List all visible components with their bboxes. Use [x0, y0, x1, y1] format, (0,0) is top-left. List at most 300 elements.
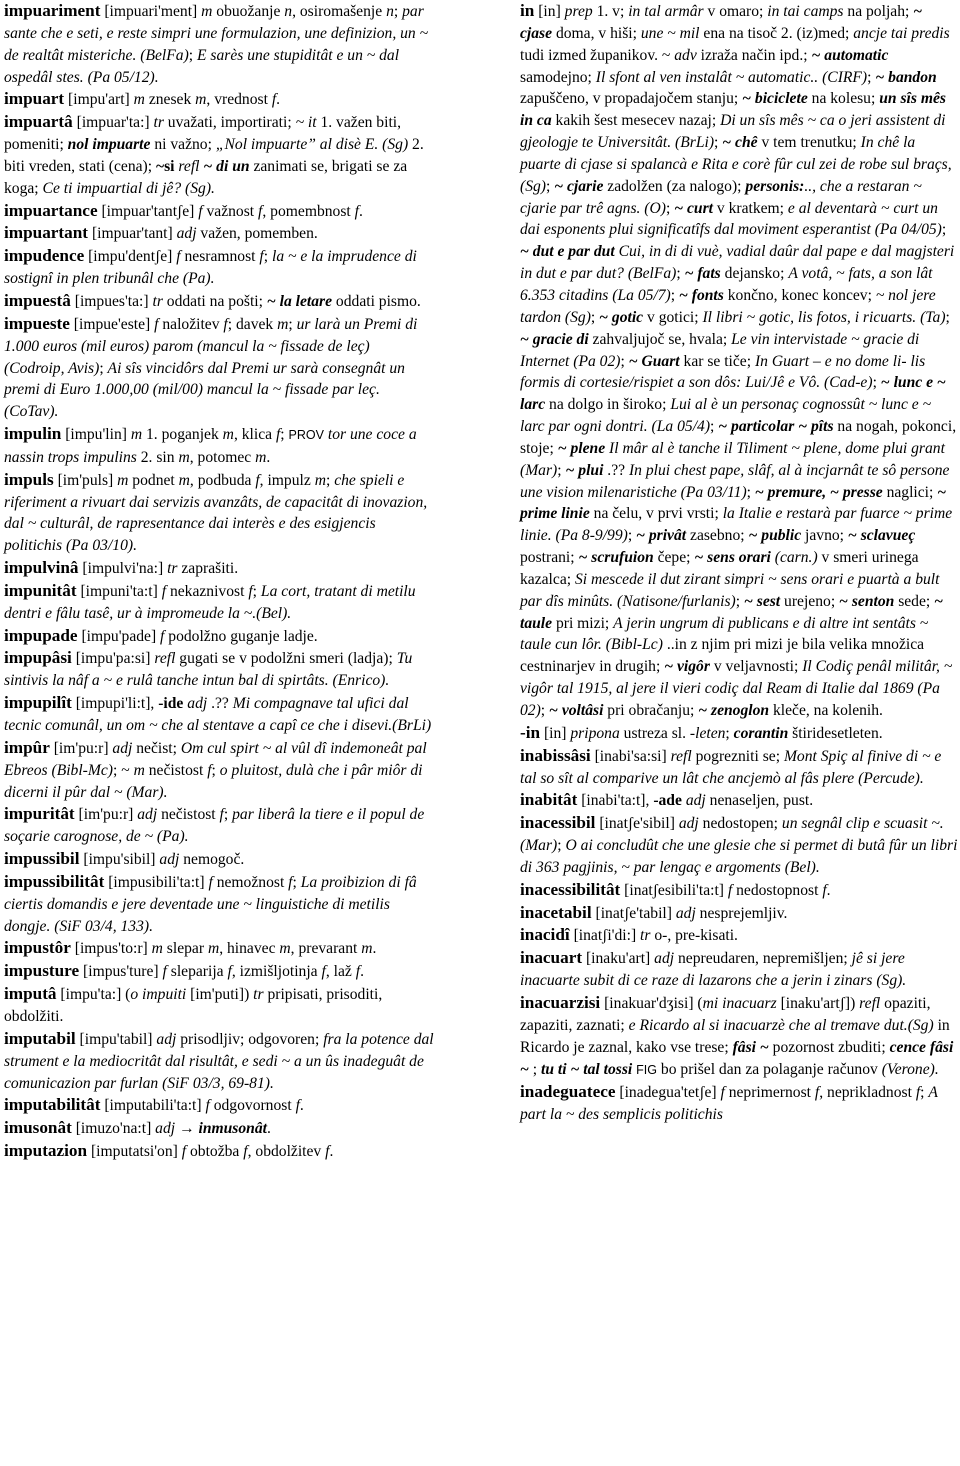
- entry-text: ni važno;: [150, 136, 216, 154]
- entry-text: tu ti ~ tal tossi: [541, 1060, 633, 1078]
- entry-text: ~ gracie di: [520, 330, 589, 348]
- entry-text: .: [299, 1097, 304, 1115]
- entry-text: ~ nol jere tardon (Sg): [520, 286, 936, 326]
- entry-text: ;: [540, 702, 550, 719]
- entry-text: pripona: [570, 724, 620, 742]
- entry-text: uvažati, importirati;: [163, 114, 296, 132]
- entry-text: sleparija: [166, 963, 228, 981]
- entry-headword: inacidî: [520, 925, 570, 945]
- entry-text: ;: [714, 134, 723, 152]
- dictionary-entry: [4, 245, 434, 290]
- entry-headword: -in: [520, 722, 541, 742]
- entry-text: ~ particolar: [718, 418, 795, 436]
- entry-text: f: [295, 1097, 300, 1115]
- entry-text: doma, v hiši;: [552, 24, 641, 42]
- entry-headword: impuartance: [4, 200, 98, 220]
- entry-text: ustreza sl. -: [619, 724, 696, 742]
- entry-text: m: [361, 940, 373, 958]
- entry-text: f: [720, 1084, 725, 1102]
- entry-text: f: [915, 1084, 921, 1102]
- dictionary-entry: [4, 557, 434, 580]
- entry-text: .: [826, 881, 831, 899]
- entry-headword: impuestâ: [4, 290, 71, 310]
- entry-text: f: [325, 1143, 330, 1161]
- entry-headword: impussibil: [4, 849, 80, 869]
- entry-text: [inatʃe'sibil]: [595, 815, 679, 833]
- entry-text: [impuar'tant]: [88, 225, 177, 243]
- entry-text: , osiromašenje: [292, 3, 387, 20]
- entry-text: zadolžen (za nalogo);: [603, 177, 746, 195]
- entry-text: [imputabili'ta:t]: [100, 1097, 206, 1115]
- dictionary-entry: [4, 1028, 434, 1095]
- entry-text: opaziti, zapaziti, zaznati;: [520, 994, 931, 1034]
- entry-text: fra la potence dal strument e la mediocritât dal risultât, e sedi ~ a un ûs inadeguât de comunicazion par furlan (SiF 03/3, 69-81).: [4, 1030, 434, 1092]
- entry-text: ;: [676, 265, 685, 283]
- entry-text: corantin: [733, 724, 789, 742]
- entry-text: f: [162, 963, 167, 981]
- entry-text: FIG: [636, 1062, 657, 1077]
- entry-text: ~ fonts: [678, 286, 724, 304]
- entry-text: ;: [280, 426, 289, 444]
- dictionary-entry: [520, 879, 958, 902]
- entry-text: zasebno;: [686, 527, 749, 545]
- entry-text: ~ plene: [557, 439, 606, 457]
- entry-headword: inacetabil: [520, 902, 592, 922]
- dictionary-entry: [4, 222, 434, 245]
- entry-text: Lui al è un personaç cognossût ~ lunc e ~ larc par ogni dontri. (La 05/4): [520, 396, 932, 436]
- entry-text: A jerin ungrum di publicans e di altre int sentâts ~ taule cun lôr. (Bibl-Lc): [520, 614, 929, 654]
- dictionary-entry: [4, 647, 434, 692]
- entry-text: m: [130, 426, 143, 444]
- entry-text: A votâ, ~ fats, a son lât 6.353 citadins (La 05/7): [520, 265, 933, 304]
- entry-text: ~ scrufuion: [578, 549, 654, 567]
- entry-text: ~ Guart: [628, 352, 680, 370]
- entry-text: ;: [941, 221, 947, 239]
- dictionary-entry: [4, 313, 434, 423]
- entry-text: [impupi'li:t],: [71, 695, 159, 713]
- entry-headword: impueste: [4, 313, 70, 333]
- entry-text: adj: [678, 815, 699, 833]
- entry-headword: inabissâsi: [520, 745, 591, 765]
- entry-text: bo prišel dan za polaganje računov: [657, 1060, 882, 1078]
- entry-text: Il Codiç penâl militâr, ~ vigôr tal 1915, al jere il vieri codiç dal Ream di Italie dal 1869 (Pa 02): [520, 658, 953, 719]
- entry-text: , izmišljotinja: [231, 963, 322, 981]
- entry-text: m: [195, 91, 207, 109]
- entry-text: f: [255, 471, 260, 489]
- entry-text: fâsi ~: [732, 1038, 769, 1056]
- entry-text: cence fâsi ~: [520, 1038, 954, 1078]
- entry-headword: inacuart: [520, 948, 583, 968]
- entry-text: ~ chê: [722, 134, 758, 152]
- entry-text: ; ~: [112, 761, 134, 779]
- entry-text: štiridesetleten.: [788, 724, 883, 742]
- entry-text: [imputatsi'on]: [87, 1143, 182, 1161]
- entry-headword: impustôr: [4, 938, 71, 958]
- entry-text: pozornost zbuditi;: [768, 1038, 890, 1056]
- dictionary-entry: [4, 1117, 434, 1140]
- entry-text: ;: [292, 873, 301, 891]
- dictionary-entry: [520, 745, 958, 790]
- entry-text: f: [176, 248, 181, 266]
- entry-text: na nogah, pokonci, stoje;: [520, 418, 957, 457]
- entry-text: v omaro;: [703, 3, 768, 20]
- entry-text: -ide: [158, 695, 184, 713]
- entry-text: [im'pu:r]: [49, 739, 113, 757]
- dictionary-entry: [4, 0, 434, 88]
- entry-text: Cui, in di di vuè, vadial daûr dal pape e dal magjsteri in dut e par dut? (BelFa): [520, 243, 955, 283]
- entry-text: f: [321, 963, 326, 981]
- entry-text: .: [266, 1120, 271, 1138]
- entry-text: inmusonât: [198, 1120, 267, 1138]
- entry-text: [impu'dentʃe]: [84, 248, 177, 266]
- entry-text: [inaku'artʃ]): [776, 994, 860, 1012]
- entry-text: In chê la puarte di cjase si spalancà e Rita e corè fûr cul zei de robe sul braçs, (Sg): [520, 134, 952, 195]
- entry-text: ~ gotic: [599, 308, 644, 326]
- dictionary-entry: [4, 580, 434, 625]
- entry-text: ~ zenoglon: [698, 702, 770, 719]
- entry-text: ;: [746, 483, 755, 501]
- entry-text: in tai camps: [767, 3, 844, 20]
- entry-text: ;: [590, 308, 600, 326]
- entry-headword: impupâsi: [4, 648, 72, 668]
- entry-text: v smeri urinega kazalca;: [520, 549, 919, 588]
- entry-text: dejansko;: [720, 265, 789, 283]
- entry-text: , podbuda: [189, 471, 256, 489]
- entry-text: ;: [627, 527, 637, 545]
- entry-headword: impulvinâ: [4, 558, 79, 578]
- entry-text: m: [178, 471, 190, 489]
- entry-text: personis:: [745, 177, 805, 195]
- entry-text: f: [822, 881, 827, 899]
- entry-text: Mont Spiç al finive di ~ e tal so sît al comparive un lât che ancjemò al fâs plere (Percude).: [520, 747, 942, 787]
- entry-text: ~ lunc e ~ larc: [520, 374, 946, 414]
- entry-text: Il mâr al è tanche il Tiliment ~ plene, dome plui grant (Mar): [520, 439, 945, 479]
- entry-text: [inabi'sa:si]: [590, 747, 671, 765]
- entry-text: -ade: [653, 792, 682, 810]
- entry-text: tr: [153, 114, 164, 132]
- entry-text: refl: [178, 157, 200, 175]
- entry-text: .: [358, 202, 363, 220]
- entry-text: , neprikladnost: [819, 1084, 916, 1102]
- entry-text: ~ pîts: [798, 418, 834, 436]
- entry-text: m: [133, 761, 145, 779]
- entry-text: m: [133, 91, 145, 109]
- dictionary-entry: [520, 902, 958, 925]
- entry-text: ~ automatic: [811, 46, 889, 64]
- entry-text: ;: [867, 68, 876, 86]
- entry-text: ;: [325, 471, 335, 489]
- entry-text: ~ voltâsi: [549, 702, 604, 719]
- entry-text: m: [151, 940, 163, 958]
- entry-text: zapuščeno, v propadajočem stanju;: [520, 90, 743, 108]
- entry-text: (carn.): [774, 549, 818, 567]
- entry-text: ;: [223, 806, 233, 824]
- entry-text: tr: [152, 292, 163, 310]
- entry-text: ~ it: [295, 114, 317, 132]
- entry-text: urejeno;: [780, 592, 840, 610]
- entry-headword: impuartant: [4, 223, 89, 243]
- entry-text: samodejno;: [520, 68, 596, 86]
- dictionary-entry: [520, 947, 958, 992]
- entry-text: Om cul spirt ~ al vûl dî indemoneât pal Ebreos (Bibl-Mc): [4, 739, 427, 779]
- entry-text: na kolesu;: [807, 90, 880, 108]
- entry-text: prep: [564, 3, 593, 20]
- entry-text: „Nol impuarte” al disè E. (Sg): [215, 136, 409, 154]
- entry-text: nenaseljen, pust.: [705, 792, 814, 810]
- entry-text: tr: [167, 560, 178, 578]
- entry-text: nol impuarte: [67, 136, 151, 154]
- entry-text: v veljavnosti;: [709, 658, 803, 676]
- entry-text: postrani;: [520, 549, 579, 567]
- entry-text: obtožba: [186, 1143, 244, 1161]
- entry-text: une ~ mil: [640, 24, 700, 42]
- dictionary-entry: [520, 789, 958, 812]
- entry-text: refl: [670, 747, 692, 765]
- entry-text: f: [727, 881, 733, 899]
- entry-headword: inadeguatece: [520, 1082, 616, 1102]
- entry-text: zanimati se, brigati se za koga;: [4, 157, 408, 197]
- entry-text: , potomec: [189, 448, 256, 466]
- entry-text: ~ sens orari: [694, 549, 771, 567]
- entry-text: podolžno guganje ladje.: [164, 627, 318, 645]
- entry-text: [impulvi'na:]: [78, 560, 168, 578]
- entry-text: →: [175, 1120, 199, 1138]
- entry-text: f: [207, 761, 212, 779]
- entry-text: nedostopnost: [732, 881, 823, 899]
- dictionary-entry: [4, 937, 434, 960]
- entry-text: ~ privât: [636, 527, 687, 545]
- entry-headword: impûr: [4, 737, 50, 757]
- dictionary-entry: [520, 0, 958, 722]
- entry-text: [inatʃi'di:]: [569, 927, 641, 945]
- entry-text: , laž: [325, 963, 356, 981]
- entry-text: znesek: [144, 91, 196, 109]
- entry-text: oddati na pošti;: [162, 292, 267, 310]
- entry-headword: impuartâ: [4, 112, 73, 132]
- entry-text: adv: [674, 46, 697, 64]
- entry-text: nemogoč.: [179, 851, 245, 869]
- entry-text: .: [360, 963, 364, 981]
- entry-text: ~ plui: [565, 461, 604, 479]
- entry-text: ;: [872, 374, 881, 392]
- entry-text: [impusibili'ta:t]: [104, 873, 209, 891]
- entry-text: ~ cjase: [520, 3, 923, 42]
- entry-text: adj: [187, 695, 208, 713]
- entry-text: ;: [725, 724, 734, 742]
- entry-text: [im'puti]): [186, 986, 254, 1004]
- dictionary-entry: [4, 737, 434, 804]
- entry-text: E sarès une stupiditât e un ~ dal ospedâl stes. (Pa 05/12).: [4, 46, 400, 86]
- entry-text: [impuar'ta:]: [72, 114, 154, 132]
- entry-headword: impupade: [4, 625, 78, 645]
- entry-headword: imputabilitât: [4, 1095, 101, 1115]
- entry-text: ~ prime linie: [520, 483, 947, 523]
- entry-text: o pluitost, dulà che i pâr miôr di dicerni il pûr dal ~ (Mar).: [4, 761, 423, 801]
- entry-headword: impuart: [4, 89, 65, 109]
- entry-text: ;: [557, 461, 566, 479]
- entry-text: pogrezniti se;: [691, 747, 784, 765]
- entry-text: f: [219, 806, 224, 824]
- entry-text: javno;: [801, 527, 848, 545]
- dictionary-entry: [4, 1140, 434, 1163]
- entry-text: ;: [288, 315, 297, 333]
- entry-headword: in: [520, 1, 535, 20]
- entry-text: e al deventarà ~ curt un dai esponents plui significatîfs dal moviment esperantist (Pa 04/05): [520, 199, 942, 239]
- entry-headword: impunitât: [4, 580, 77, 600]
- entry-text: f: [814, 1084, 820, 1102]
- entry-text: sede;: [894, 592, 935, 610]
- entry-text: adj: [159, 851, 180, 869]
- entry-text: [impus'ture]: [79, 963, 163, 981]
- entry-text: naglici;: [882, 483, 938, 501]
- entry-text: ~ sclavueç: [847, 527, 916, 545]
- entry-text: nesramnost: [180, 248, 260, 266]
- entry-text: [inatʃesibili'ta:t]: [620, 881, 728, 899]
- entry-text: f: [355, 963, 361, 981]
- entry-headword: impussibilitât: [4, 871, 105, 891]
- entry-headword: inabitât: [520, 790, 578, 810]
- entry-text: f: [181, 1143, 187, 1161]
- entry-text: nečist;: [132, 739, 181, 757]
- entry-text: adj: [654, 950, 675, 968]
- dictionary-entry: [4, 625, 434, 648]
- entry-text: jê si jere inacuarte subit di ce raze di lazarons che a jerin i zinars (Sg).: [520, 950, 907, 990]
- entry-text: Mi compagnave tal ufici dal tecnic comunâl, un om ~ che al stentave a capî ce che i disevi.(BrLi): [4, 695, 432, 734]
- entry-text: La proibizion di fâ ciertis domandis e jere deventade une ~ linguistiche di metilis dongje. (SiF 03/4, 133).: [4, 873, 417, 935]
- entry-text: nesprejemljiv.: [695, 904, 788, 922]
- entry-text: ;: [545, 177, 555, 195]
- entry-text: f: [354, 202, 359, 220]
- entry-text: ;: [211, 761, 220, 779]
- entry-text: f: [243, 1143, 248, 1161]
- entry-text: ;: [945, 308, 950, 326]
- entry-text: m: [279, 940, 291, 958]
- entry-text: adj: [675, 904, 696, 922]
- entry-text: ;: [393, 3, 403, 20]
- entry-text: obuožanje: [212, 3, 285, 20]
- entry-text: nepreudaren, nepremišljen;: [674, 950, 852, 968]
- dictionary-entry: [4, 871, 434, 938]
- dictionary-entry: [4, 469, 434, 557]
- entry-text: adj: [112, 739, 133, 757]
- entry-text: [im'puls]: [53, 471, 118, 489]
- entry-text: ~si: [155, 157, 175, 175]
- entry-text: par sante che e seti, e reste simpri une formulazion, une definizion, un ~ de realtât misteriche. (BelFa): [4, 3, 429, 64]
- entry-text: [impu'lin]: [61, 426, 131, 444]
- entry-text: leten: [695, 724, 726, 742]
- entry-text: kar se tiče;: [679, 352, 755, 370]
- entry-text: ancje tai predis: [853, 24, 950, 42]
- entry-text: ~ bandon: [875, 68, 937, 86]
- entry-text: slepar: [162, 940, 208, 958]
- entry-text: 2. biti vreden, stati (cena);: [4, 136, 424, 175]
- entry-text: nedostopen;: [698, 815, 782, 833]
- entry-text: na dolgo in široko;: [545, 396, 671, 414]
- dictionary-entry: [520, 1081, 958, 1126]
- entry-text: čepe;: [653, 549, 695, 567]
- entry-text: važen, pomemben.: [196, 225, 318, 243]
- entry-text: ~ la letare: [266, 292, 333, 310]
- entry-text: f: [223, 315, 228, 333]
- entry-text: f: [248, 582, 253, 600]
- entry-text: , klica: [233, 426, 276, 444]
- entry-headword: impulin: [4, 424, 62, 444]
- dictionary-entry: [4, 111, 434, 199]
- entry-headword: inacuarzisi: [520, 992, 601, 1012]
- entry-text: ~ biciclete: [742, 90, 808, 108]
- entry-text: [in]: [540, 724, 571, 742]
- entry-text: [inaku'art]: [582, 950, 655, 968]
- entry-text: f: [160, 627, 165, 645]
- entry-text: Di un sîs mês ~ ca o jeri assistent di gjeologje te Universitât. (BrLi): [520, 112, 946, 152]
- entry-text: Ce ti impuartial di jê? (Sg).: [42, 179, 215, 197]
- entry-text: n: [284, 3, 293, 20]
- entry-text: ;: [188, 46, 197, 64]
- entry-text: f: [161, 582, 167, 600]
- entry-text: la ~ e la imprudence di sostignî in plen tribunâl che (Pa).: [4, 248, 417, 288]
- entry-text: [impu'pade]: [77, 627, 161, 645]
- entry-text: f: [259, 248, 264, 266]
- entry-headword: imputabil: [4, 1028, 76, 1048]
- entry-text: ~ public: [748, 527, 802, 545]
- entry-text: n: [386, 3, 394, 20]
- entry-text: ;: [665, 199, 675, 217]
- entry-text: o-, pre-kisati.: [650, 927, 738, 945]
- entry-text: f: [288, 873, 293, 891]
- entry-text: [impue'este]: [69, 315, 155, 333]
- entry-text: [impu'pa:si]: [71, 650, 155, 668]
- entry-headword: imusonât: [4, 1118, 72, 1138]
- entry-text: 1. poganjek: [142, 426, 223, 444]
- entry-text: ;: [99, 359, 108, 377]
- entry-text: ;: [557, 837, 566, 855]
- entry-text: Le vin intervistade ~ gracie di Internet (Pa 02): [520, 330, 920, 370]
- dictionary-entry: [4, 200, 434, 223]
- entry-text: tr: [253, 986, 264, 1004]
- entry-text: .: [276, 91, 281, 109]
- entry-text: f: [275, 426, 281, 444]
- entry-text: [impuar'tantʃe]: [97, 202, 199, 220]
- entry-text: .??: [207, 695, 233, 713]
- dictionary-entry: [4, 848, 434, 871]
- entry-text: zaprašiti.: [177, 560, 239, 578]
- entry-text: odgovornost: [209, 1097, 296, 1115]
- entry-text: ;: [528, 1060, 542, 1078]
- entry-text: ;: [710, 418, 719, 436]
- entry-text: f: [271, 91, 277, 109]
- dictionary-entry: [520, 812, 958, 879]
- entry-text: ur larà un Premi di 1.000 euros (mil euros) parom (mancul la ~ fissade de leç) (Codroip, Avis): [4, 315, 418, 377]
- entry-text: , impulz: [259, 471, 315, 489]
- entry-text: che spieli e riferiment a rivuart dai servizis avanzâts, de capacitât di inovazion, dal ~ culturâl, de rapresentance dai interès e des esigjencis politichis (Pa 03/10).: [4, 471, 428, 555]
- entry-text: mi inacuarz: [702, 994, 777, 1012]
- entry-text: in Ricardo je zaznal, kako vse trese;: [520, 1016, 950, 1056]
- entry-text: O ai concludût che une glesie che si permet di butâ fûr un libri di 363 pagjinis, ~ par lengaç e argoments (Bel).: [520, 837, 958, 876]
- entry-text: [inadegua'tetʃe]: [615, 1084, 721, 1102]
- entry-text: [impu'ta:] (: [56, 986, 131, 1004]
- entry-text: Il sfont al ven instalât ~ automatic.. (CIRF): [595, 68, 868, 86]
- entry-text: Il libri ~ gotic, lis fotos, i ricuarts. (Ta): [702, 308, 946, 326]
- entry-headword: impuariment: [4, 1, 101, 20]
- entry-text: adj: [685, 792, 706, 810]
- entry-text: v gotici;: [643, 308, 703, 326]
- entry-headword: impusture: [4, 961, 80, 981]
- entry-text: ~ cjarie: [554, 177, 604, 195]
- entry-text: pri obračanju;: [603, 702, 699, 719]
- entry-text: 1. važen biti, pomeniti;: [4, 114, 402, 154]
- dictionary-entry: [520, 924, 958, 947]
- entry-text: La cort, tratant di metilu dentri e fâlu tasê, ur à impromeude la ~.(Bel).: [4, 582, 416, 622]
